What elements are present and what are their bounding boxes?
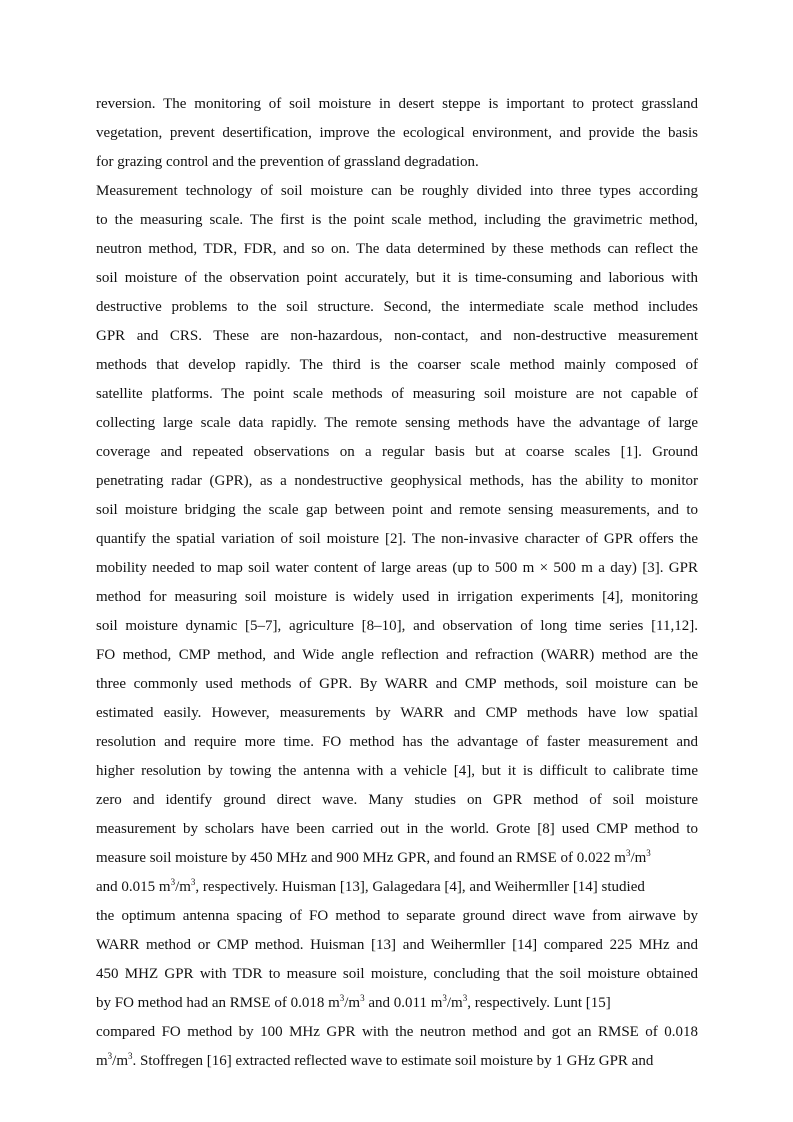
- text-line: neutron method, TDR, FDR, and so on. The data determined by these methods can reflect the: [96, 241, 698, 257]
- text-line: higher resolution by towing the antenna with a vehicle [4], but it is difficult to calibrate time: [96, 763, 698, 779]
- text-line: compared FO method by 100 MHz GPR with the neutron method and got an RMSE of 0.018: [96, 1024, 698, 1040]
- text-line: mobility needed to map soil water content of large areas (up to 500 m × 500 m a day) [3]. GPR: [96, 560, 698, 576]
- text-line: for grazing control and the prevention of grassland degradation.: [96, 154, 479, 170]
- text-line: GPR and CRS. These are non-hazardous, non-contact, and non-destructive measurement: [96, 328, 698, 344]
- text-line: and 0.015 $m^3/m^3$, respectively. Huisman [13], Galagedara [4], and Weihermller [14] studied: [96, 877, 645, 895]
- text-line: methods that develop rapidly. The third is the coarser scale method mainly composed of: [96, 357, 698, 373]
- text-line: the optimum antenna spacing of FO method to separate ground direct wave from airwave by: [96, 908, 698, 924]
- text-line: WARR method or CMP method. Huisman [13] and Weihermller [14] compared 225 MHz and: [96, 937, 698, 953]
- text-line: $m^3/m^3$. Stoffregen [16] extracted reflected wave to estimate soil moisture by 1 GHz GPR and: [96, 1051, 654, 1069]
- text-line: three commonly used methods of GPR. By WARR and CMP methods, soil moisture can be: [96, 676, 698, 692]
- text-line: FO method, CMP method, and Wide angle reflection and refraction (WARR) method are the: [96, 647, 698, 663]
- text-line: zero and identify ground direct wave. Many studies on GPR method of soil moisture: [96, 792, 698, 808]
- text-line: soil moisture of the observation point accurately, but it is time-consuming and laborious with: [96, 270, 698, 286]
- text-line: method for measuring soil moisture is widely used in irrigation experiments [4], monitoring: [96, 589, 698, 605]
- text-line: vegetation, prevent desertification, improve the ecological environment, and provide the basis: [96, 125, 698, 141]
- text-line: soil moisture dynamic [5–7], agriculture [8–10], and observation of long time series [11,12].: [96, 618, 698, 634]
- text-line: resolution and require more time. FO method has the advantage of faster measurement and: [96, 734, 698, 750]
- text-line: to the measuring scale. The first is the point scale method, including the gravimetric method,: [96, 212, 698, 228]
- text-line: collecting large scale data rapidly. The remote sensing methods have the advantage of large: [96, 415, 698, 431]
- text-line: soil moisture bridging the scale gap between point and remote sensing measurements, and to: [96, 502, 698, 518]
- text-line: by FO method had an RMSE of 0.018 $m^3/m^3$ and 0.011 $m^3/m^3$, respectively. Lunt [15]: [96, 993, 611, 1011]
- text-line: measurement by scholars have been carried out in the world. Grote [8] used CMP method to: [96, 821, 698, 837]
- text-line: measure soil moisture by 450 MHz and 900 MHz GPR, and found an RMSE of 0.022 $m^3/m^3$: [96, 848, 651, 866]
- text-line: quantify the spatial variation of soil moisture [2]. The non-invasive character of GPR offers the: [96, 531, 698, 547]
- text-line: estimated easily. However, measurements by WARR and CMP methods have low spatial: [96, 705, 698, 721]
- text-line: reversion. The monitoring of soil moisture in desert steppe is important to protect grassland: [96, 96, 698, 112]
- text-line: destructive problems to the soil structure. Second, the intermediate scale method includes: [96, 299, 698, 315]
- text-line: 450 MHZ GPR with TDR to measure soil moisture, concluding that the soil moisture obtained: [96, 966, 698, 982]
- text-line: satellite platforms. The point scale methods of measuring soil moisture are not capable of: [96, 386, 698, 402]
- text-line: penetrating radar (GPR), as a nondestructive geophysical methods, has the ability to monitor: [96, 473, 698, 489]
- text-line: coverage and repeated observations on a regular basis but at coarse scales [1]. Ground: [96, 444, 698, 460]
- text-line: Measurement technology of soil moisture can be roughly divided into three types according: [96, 183, 698, 199]
